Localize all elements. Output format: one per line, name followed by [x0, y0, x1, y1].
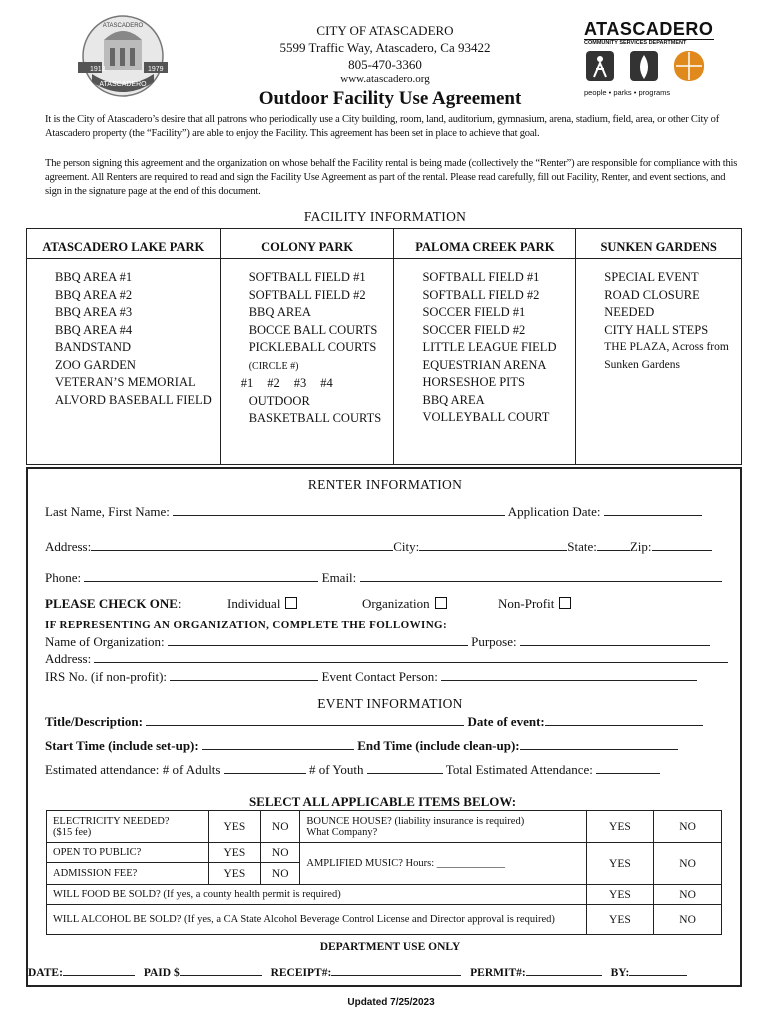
music-yes[interactable]: YES	[586, 843, 654, 885]
dept-receipt-label: RECEIPT#:	[270, 967, 332, 979]
irs-label: IRS No. (if non-profit):	[45, 669, 168, 684]
bounce-yes[interactable]: YES	[586, 811, 654, 843]
event-title-label: Title/Description:	[45, 714, 143, 729]
last-first-input[interactable]	[173, 504, 505, 516]
facility-option[interactable]: BBQ AREA #1	[41, 269, 214, 287]
adults-label: # of Adults	[162, 762, 221, 777]
checkbox-icon[interactable]	[408, 392, 422, 410]
dept-date-label: DATE:	[28, 967, 63, 979]
circle-note: (CIRCLE #)	[248, 360, 299, 372]
purpose-label: Purpose:	[471, 634, 517, 649]
music-question: AMPLIFIED MUSIC? Hours: _____________	[300, 843, 586, 885]
checkbox-icon[interactable]	[41, 304, 55, 322]
start-time-input[interactable]	[202, 738, 354, 750]
event-title-row	[45, 714, 703, 730]
facility-option[interactable]: ALVORD BASEBALL FIELD	[41, 392, 214, 410]
org-address-label: Address:	[45, 651, 92, 666]
checkbox-icon[interactable]	[235, 304, 249, 322]
event-section-title: EVENT INFORMATION	[317, 696, 463, 711]
court-number[interactable]: #4	[320, 376, 333, 390]
address-label: Address:	[45, 539, 92, 554]
city-phone: 805-470-3360	[348, 57, 422, 72]
paloma-creek-items	[394, 259, 576, 465]
alcohol-no[interactable]: NO	[654, 905, 722, 935]
dept-paid-input[interactable]	[180, 966, 262, 976]
logo-tagline: people • parks • programs	[584, 88, 671, 97]
facility-option[interactable]: ROAD CLOSURE NEEDED	[590, 287, 735, 322]
adults-input[interactable]	[224, 762, 306, 774]
checkbox-icon[interactable]	[408, 322, 422, 340]
individual-checkbox[interactable]	[285, 597, 297, 609]
logo-dept: COMMUNITY SERVICES DEPARTMENT	[584, 39, 714, 46]
event-contact-input[interactable]	[441, 669, 697, 681]
electricity-yes[interactable]: YES	[208, 811, 260, 843]
state-label: State:	[567, 539, 597, 554]
address-input[interactable]	[91, 539, 393, 551]
checkbox-icon[interactable]	[408, 357, 422, 375]
zip-label: Zip:	[629, 539, 652, 554]
intro-paragraph-1: It is the City of Atascadero’s desire that all patrons who periodically use a City building, room, land, auditorium, gymnasium, arena, stadium, field, area, or other City of Atascadero property (the “Facility”) are able to enjoy the Facility. This agreement has been set in place to achieve that goal.	[45, 114, 719, 139]
checkbox-icon[interactable]	[590, 269, 604, 287]
alcohol-question: WILL ALCOHOL BE SOLD? (If yes, a CA State Alcohol Beverage Control License and Director approval is required)	[47, 905, 587, 935]
org-name-row	[45, 634, 710, 650]
event-title-input[interactable]	[146, 714, 464, 726]
court-number[interactable]: #1	[240, 376, 254, 390]
total-label: Total Estimated Attendance:	[445, 762, 593, 777]
email-input[interactable]	[360, 570, 722, 582]
food-no[interactable]: NO	[654, 885, 722, 905]
facility-option[interactable]: EQUESTRIAN ARENA	[408, 357, 569, 375]
facility-option[interactable]: THE PLAZA, Across from Sunken Gardens	[590, 339, 735, 374]
facility-option[interactable]: VOLLEYBALL COURT	[408, 409, 569, 427]
total-input[interactable]	[596, 762, 660, 774]
facility-section-title: FACILITY INFORMATION	[303, 209, 467, 224]
seal-year-right: 1979	[148, 66, 164, 73]
phone-label: Phone:	[45, 570, 82, 585]
checkbox-icon[interactable]	[41, 269, 55, 287]
seal-banner: ATASCADERO	[99, 81, 147, 88]
checkbox-icon[interactable]	[408, 339, 422, 357]
checkbox-icon[interactable]	[41, 322, 55, 340]
city-seal	[70, 12, 176, 100]
app-date-label: Application Date:	[507, 504, 601, 519]
checkbox-icon[interactable]	[590, 322, 604, 340]
checkbox-icon[interactable]	[41, 357, 55, 375]
end-time-input[interactable]	[520, 738, 678, 750]
logo-people-icons	[584, 49, 708, 83]
checkbox-icon[interactable]	[41, 339, 55, 357]
applicable-items-table	[46, 810, 722, 935]
open-public-question: OPEN TO PUBLIC?	[47, 843, 209, 863]
bounce-no[interactable]: NO	[654, 811, 722, 843]
checkbox-icon[interactable]	[235, 339, 249, 375]
facility-option[interactable]: ZOO GARDEN	[41, 357, 214, 375]
zip-input[interactable]	[652, 539, 712, 551]
facility-option[interactable]: BBQ AREA #4	[41, 322, 214, 340]
attendance-row	[45, 762, 660, 778]
seal-year-left: 1913	[90, 66, 106, 73]
attendance-label: Estimated attendance:	[45, 762, 160, 777]
checkbox-icon[interactable]	[408, 287, 422, 305]
org-address-row	[45, 651, 728, 667]
facility-option[interactable]: BBQ AREA	[235, 304, 388, 322]
checkbox-icon[interactable]	[408, 269, 422, 287]
food-question: WILL FOOD BE SOLD? (If yes, a county health permit is required)	[47, 885, 587, 905]
facility-option[interactable]: OUTDOOR BASKETBALL COURTS	[235, 393, 388, 428]
facility-option[interactable]: SOFTBALL FIELD #1	[408, 269, 569, 287]
irs-row	[45, 669, 697, 685]
facility-option[interactable]: BBQ AREA #3	[41, 304, 214, 322]
col-head-lake-park: ATASCADERO LAKE PARK	[27, 229, 221, 259]
sunken-gardens-items	[576, 259, 742, 465]
dept-date-input[interactable]	[63, 966, 135, 976]
checkbox-icon[interactable]	[235, 393, 249, 428]
dept-use-row	[28, 966, 687, 979]
nonprofit-checkbox[interactable]	[559, 597, 571, 609]
city-input[interactable]	[419, 539, 567, 551]
court-number[interactable]: #3	[293, 376, 307, 390]
checkbox-icon[interactable]	[235, 269, 249, 287]
purpose-input[interactable]	[520, 634, 710, 646]
facility-option[interactable]: BBQ AREA #2	[41, 287, 214, 305]
admission-yes[interactable]: YES	[208, 863, 260, 885]
city-address: 5599 Traffic Way, Atascadero, Ca 93422	[279, 40, 491, 55]
phone-input[interactable]	[84, 570, 318, 582]
checkbox-icon[interactable]	[235, 322, 249, 340]
checkbox-icon[interactable]	[408, 304, 422, 322]
nonprofit-option[interactable]: Non-Profit	[498, 596, 571, 612]
facility-option[interactable]: BOCCE BALL COURTS	[235, 322, 388, 340]
checkbox-icon[interactable]	[590, 339, 604, 374]
dept-use-title: DEPARTMENT USE ONLY	[319, 941, 461, 953]
colony-park-items	[220, 259, 394, 465]
checkbox-icon[interactable]	[235, 287, 249, 305]
admission-no[interactable]: NO	[261, 863, 300, 885]
open-public-no[interactable]: NO	[261, 843, 300, 863]
checkbox-icon[interactable]	[41, 374, 55, 392]
last-first-label: Last Name, First Name:	[45, 504, 170, 519]
individual-option[interactable]: Individual	[227, 596, 297, 612]
pickleball-court-numbers	[235, 375, 388, 393]
city-name: CITY OF ATASCADERO	[316, 23, 454, 38]
checkbox-icon[interactable]	[590, 287, 604, 322]
org-address-input[interactable]	[94, 651, 728, 663]
facility-option[interactable]: SOCCER FIELD #1	[408, 304, 569, 322]
renter-name-row	[45, 504, 702, 520]
facility-option[interactable]: BBQ AREA	[408, 392, 569, 410]
seal-top: ATASCADERO	[102, 23, 144, 29]
renter-address-row	[45, 539, 712, 555]
facility-option[interactable]: SOCCER FIELD #2	[408, 322, 569, 340]
col-head-colony-park: COLONY PARK	[220, 229, 394, 259]
music-no[interactable]: NO	[654, 843, 722, 885]
page-title: Outdoor Facility Use Agreement	[258, 88, 522, 109]
state-input[interactable]	[597, 539, 630, 551]
dept-receipt-input[interactable]	[331, 966, 461, 976]
bounce-question: BOUNCE HOUSE? (liability insurance is required) What Company?	[300, 811, 586, 843]
facility-option[interactable]: BANDSTAND	[41, 339, 214, 357]
org-instructions: IF REPRESENTING AN ORGANIZATION, COMPLETE THE FOLLOWING:	[45, 619, 448, 631]
electricity-no[interactable]: NO	[261, 811, 300, 843]
org-name-input[interactable]	[168, 634, 468, 646]
dept-by-input[interactable]	[629, 966, 687, 976]
event-date-input[interactable]	[545, 714, 703, 726]
dept-permit-input[interactable]	[526, 966, 602, 976]
court-number[interactable]: #2	[267, 376, 280, 390]
facility-option[interactable]: HORSESHOE PITS	[408, 374, 569, 392]
intro-paragraph-2: The person signing this agreement and the organization on whose behalf the Facility rental is being made (collectively the “Renter”) are responsible for compliance with this agreement. All Renters are required to read and sign the Facility Use Agreement as part of the rental. Please read carefully, fill out Facility, Renter, and event sections, and sign in the signature page at the end of this document.	[45, 158, 738, 197]
event-date-label: Date of event:	[467, 714, 545, 729]
youth-input[interactable]	[367, 762, 443, 774]
event-contact-label: Event Contact Person:	[321, 669, 438, 684]
start-time-label: Start Time (include set-up):	[45, 738, 199, 753]
city-website: www.atascadero.org	[340, 73, 430, 85]
col-head-paloma-creek: PALOMA CREEK PARK	[394, 229, 576, 259]
lake-park-items	[27, 259, 221, 465]
electricity-question: ELECTRICITY NEEDED? ($15 fee)	[47, 811, 209, 843]
checkbox-icon[interactable]	[408, 409, 422, 427]
select-section-title: SELECT ALL APPLICABLE ITEMS BELOW:	[248, 794, 517, 809]
organization-checkbox[interactable]	[435, 597, 447, 609]
check-one-label: PLEASE CHECK ONE	[45, 596, 178, 611]
checkbox-icon[interactable]	[408, 374, 422, 392]
updated-date: Updated 7/25/2023	[347, 997, 435, 1008]
open-public-yes[interactable]: YES	[208, 843, 260, 863]
org-name-label: Name of Organization:	[45, 634, 165, 649]
check-one-row: PLEASE CHECK ONE:	[45, 596, 182, 611]
checkbox-icon[interactable]	[41, 287, 55, 305]
organization-option[interactable]: Organization	[362, 596, 447, 612]
header-block	[230, 22, 540, 85]
facility-option[interactable]: SPECIAL EVENT	[590, 269, 735, 287]
alcohol-yes[interactable]: YES	[586, 905, 654, 935]
checkbox-icon[interactable]	[41, 392, 55, 410]
dept-paid-label: PAID $	[143, 967, 180, 979]
renter-contact-row	[45, 570, 722, 586]
youth-label: # of Youth	[308, 762, 364, 777]
dept-by-label: BY:	[610, 967, 630, 979]
app-date-input[interactable]	[604, 504, 702, 516]
facility-option[interactable]: VETERAN’S MEMORIAL	[41, 374, 214, 392]
city-label: City:	[393, 539, 420, 554]
facility-table	[26, 228, 742, 465]
facility-option[interactable]: SOFTBALL FIELD #1	[235, 269, 388, 287]
irs-input[interactable]	[170, 669, 318, 681]
admission-question: ADMISSION FEE?	[47, 863, 209, 885]
facility-option[interactable]: SOFTBALL FIELD #2	[408, 287, 569, 305]
end-time-label: End Time (include clean-up):	[357, 738, 520, 753]
food-yes[interactable]: YES	[586, 885, 654, 905]
email-label: Email:	[321, 570, 357, 585]
renter-section-title: RENTER INFORMATION	[307, 477, 463, 492]
dept-permit-label: PERMIT#:	[470, 967, 526, 979]
event-time-row	[45, 738, 678, 754]
logo-name: ATASCADERO	[584, 19, 714, 39]
facility-option[interactable]: CITY HALL STEPS	[590, 322, 735, 340]
facility-option[interactable]: PICKLEBALL COURTS (CIRCLE #)	[235, 339, 388, 375]
facility-option[interactable]: SOFTBALL FIELD #2	[235, 287, 388, 305]
facility-option[interactable]: LITTLE LEAGUE FIELD	[408, 339, 569, 357]
col-head-sunken-gardens: SUNKEN GARDENS	[576, 229, 742, 259]
